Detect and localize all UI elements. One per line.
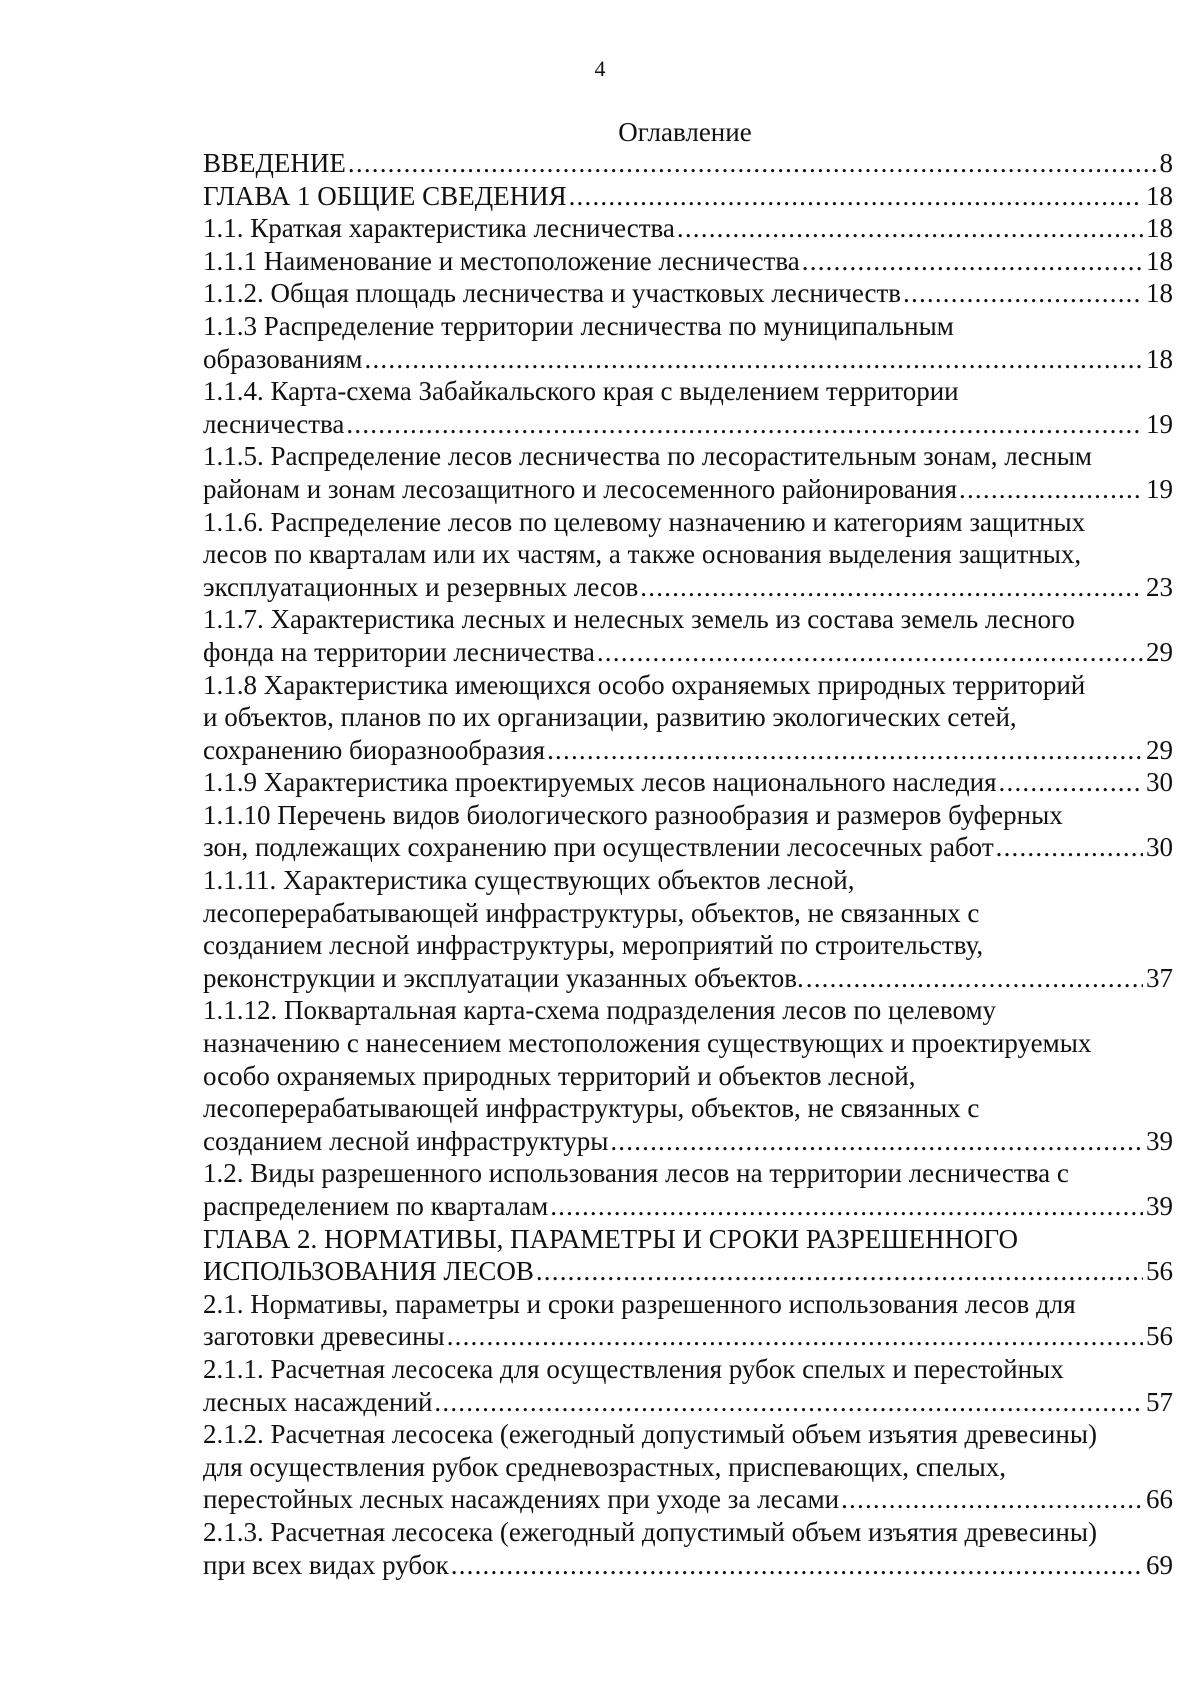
toc-entry-text-line: 2.1.3. Расчетная лесосека (ежегодный допустимый объем изъятия древесины)	[203, 1516, 1097, 1547]
toc-entry-text-line: назначению с нанесением местоположения существующих и проектируемых	[203, 1028, 1092, 1059]
toc-entry-last-line	[203, 473, 1173, 506]
dot-leader	[447, 1320, 1143, 1353]
toc-entry[interactable]	[203, 310, 1173, 375]
toc-entry-text-line: ГЛАВА 2. НОРМАТИВЫ, ПАРАМЕТРЫ И СРОКИ РАЗРЕШЕННОГО	[203, 1223, 1018, 1254]
toc-entry-last-line	[203, 571, 1173, 604]
toc-entry-page-number: 19	[1146, 408, 1173, 439]
toc-entry-text-line: лесоперерабатывающей инфраструктуры, объектов, не связанных с	[203, 897, 980, 928]
toc-entry-text-line: 2.1. Нормативы, параметры и сроки разрешенного использования лесов для	[203, 1288, 1076, 1319]
dot-leader	[451, 1549, 1143, 1582]
toc-entry-text-line: 1.1.6. Распределение лесов по целевому назначению и категориям защитных	[203, 506, 1086, 537]
toc-entry-last-line	[203, 1386, 1173, 1419]
toc-entry-last-line	[203, 1190, 1173, 1223]
toc-entry-last-line	[203, 408, 1173, 441]
toc-entry-text-line: лесоперерабатывающей инфраструктуры, объектов, не связанных с	[203, 1093, 980, 1124]
toc-entry[interactable]	[203, 1223, 1173, 1288]
toc-entry-page-number: 69	[1146, 1549, 1173, 1580]
toc-entry-text-line: 1.1.12. Поквартальная карта-схема подразделения лесов по целевому	[203, 995, 997, 1026]
toc-entry-text-line: созданием лесной инфраструктуры	[203, 1125, 609, 1156]
toc-entry-page-number: 29	[1146, 636, 1173, 667]
dot-leader	[597, 636, 1143, 669]
toc-entry-text-line: 2.1.2. Расчетная лесосека (ежегодный допустимый объем изъятия древесины)	[203, 1419, 1097, 1450]
toc-entry-last-line	[203, 245, 1173, 278]
toc-entry-page-number: 8	[1159, 148, 1173, 178]
toc-entry-last-line	[203, 766, 1173, 799]
toc-entry[interactable]	[203, 1418, 1173, 1516]
toc-entry[interactable]	[203, 440, 1173, 505]
dot-leader	[640, 571, 1143, 604]
toc-entry-text-line: 1.2. Виды разрешенного использования лесов на территории лесничества с	[203, 1158, 1069, 1189]
toc-entry-text-line: 1.1. Краткая характеристика лесничества	[203, 213, 675, 244]
toc-entry-text-line: 1.1.1 Наименование и местоположение лесничества	[203, 245, 800, 276]
toc-entry-text-line: лесничества	[203, 408, 345, 439]
dot-leader	[569, 180, 1143, 213]
toc-entry-text-line: сохранению биоразнообразия	[203, 734, 546, 765]
toc-entry-text-line: ИСПОЛЬЗОВАНИЯ ЛЕСОВ	[203, 1256, 534, 1287]
toc-entry-text-line: при всех видах рубок	[203, 1549, 449, 1580]
toc-entry-page-number: 30	[1146, 767, 1173, 798]
toc-entry-last-line	[203, 343, 1173, 376]
toc-entry-last-line	[203, 1320, 1173, 1353]
toc-entry-last-line	[203, 277, 1173, 310]
toc-entry-text-line: лесов по кварталам или их частям, а также основания выделения защитных,	[203, 539, 1082, 570]
toc-entry-page-number: 18	[1146, 213, 1173, 244]
toc-entry[interactable]	[203, 277, 1173, 310]
dot-leader	[365, 343, 1143, 376]
toc-entry-last-line	[203, 147, 1173, 180]
toc-entry-page-number: 66	[1146, 1484, 1173, 1515]
toc-entry[interactable]	[203, 245, 1173, 278]
toc-entry-text-line: ВВЕДЕНИЕ	[203, 148, 346, 178]
toc-entry-page-number: 39	[1146, 1191, 1173, 1221]
toc-entry-text-line: и объектов, планов по их организации, развитию экологических сетей,	[203, 702, 1017, 733]
toc-entry-text-line: 1.1.11. Характеристика существующих объектов лесной,	[203, 865, 855, 896]
toc-entry[interactable]	[203, 766, 1173, 799]
dot-leader	[806, 962, 1143, 995]
toc-entry-page-number: 56	[1146, 1321, 1173, 1352]
dot-leader	[903, 277, 1143, 310]
toc-entry[interactable]	[203, 994, 1173, 1157]
toc-entry-last-line	[203, 1549, 1173, 1582]
dot-leader	[996, 831, 1143, 864]
toc-entry-last-line	[203, 962, 1173, 995]
toc-entry[interactable]	[203, 799, 1173, 864]
toc-entry-page-number: 18	[1146, 343, 1173, 374]
toc-entry-text-line: перестойных лесных насаждениях при уходе за лесами	[203, 1484, 840, 1515]
dot-leader	[841, 1483, 1143, 1516]
toc-entry[interactable]	[203, 603, 1173, 668]
dot-leader	[959, 473, 1143, 506]
dot-leader	[802, 245, 1143, 278]
toc-entry[interactable]	[203, 375, 1173, 440]
toc-entry-page-number: 18	[1146, 278, 1173, 309]
dot-leader	[346, 408, 1143, 441]
toc-entry[interactable]	[203, 1516, 1173, 1581]
dot-leader	[677, 212, 1143, 245]
dot-leader	[550, 1190, 1143, 1223]
toc-entry-text-line: 1.1.7. Характеристика лесных и нелесных земель из состава земель лесного	[203, 604, 1075, 635]
toc-entry-text-line: 1.1.2. Общая площадь лесничества и участковых лесничеств	[203, 278, 902, 309]
toc-entry-text-line: 1.1.8 Характеристика имеющихся особо охраняемых природных территорий	[203, 669, 1086, 700]
toc-entry-text-line: лесных насаждений	[203, 1386, 433, 1417]
toc-entry-last-line	[203, 1483, 1173, 1516]
toc-entry-page-number: 30	[1146, 832, 1173, 863]
dot-leader	[434, 1386, 1143, 1419]
page-number: 4	[594, 56, 606, 81]
toc-entry[interactable]	[203, 506, 1173, 604]
toc-entry-last-line	[203, 831, 1173, 864]
toc-entry-page-number: 19	[1146, 473, 1173, 504]
toc-entry-text-line: районам и зонам лесозащитного и лесосеменного районирования	[203, 473, 958, 504]
dot-leader	[999, 766, 1143, 799]
dot-leader	[610, 1125, 1143, 1158]
toc-entry[interactable]	[203, 1353, 1173, 1418]
toc-entry-last-line	[203, 734, 1173, 767]
toc-entry-page-number: 56	[1146, 1256, 1173, 1287]
toc-entry[interactable]	[203, 1288, 1173, 1353]
toc-entry-page-number: 18	[1146, 245, 1173, 276]
toc-entry-text-line: эксплуатационных и резервных лесов	[203, 571, 639, 602]
toc-entry-page-number: 57	[1146, 1386, 1173, 1417]
toc-entry[interactable]	[203, 864, 1173, 994]
toc-entry[interactable]	[203, 180, 1173, 213]
table-of-contents	[203, 147, 1173, 1581]
toc-entry-text-line: заготовки древесины	[203, 1321, 445, 1352]
toc-entry-text-line: распределением по кварталам	[203, 1191, 549, 1221]
toc-entry[interactable]	[203, 1157, 1173, 1222]
toc-entry-text-line: фонда на территории лесничества	[203, 636, 595, 667]
toc-entry[interactable]	[203, 147, 1173, 180]
toc-entry-text-line: особо охраняемых природных территорий и объектов лесной,	[203, 1060, 916, 1091]
toc-entry-text-line: 1.1.5. Распределение лесов лесничества по лесорастительным зонам, лесным	[203, 441, 1092, 472]
dot-leader	[536, 1255, 1143, 1288]
dot-leader	[348, 147, 1157, 180]
toc-entry-text-line: ГЛАВА 1 ОБЩИЕ СВЕДЕНИЯ	[203, 180, 567, 211]
toc-entry[interactable]	[203, 669, 1173, 767]
toc-entry-page-number: 18	[1146, 180, 1173, 211]
toc-entry-last-line	[203, 636, 1173, 669]
toc-entry-text-line: 1.1.10 Перечень видов биологического разнообразия и размеров буферных	[203, 799, 1063, 830]
toc-entry-last-line	[203, 1125, 1173, 1158]
toc-entry-page-number: 23	[1146, 571, 1173, 602]
toc-entry-text-line: 2.1.1. Расчетная лесосека для осуществления рубок спелых и перестойных	[203, 1353, 1064, 1384]
toc-entry-text-line: созданием лесной инфраструктуры, мероприятий по строительству,	[203, 930, 984, 961]
toc-entry-page-number: 37	[1146, 962, 1173, 993]
toc-entry-text-line: зон, подлежащих сохранению при осуществлении лесосечных работ	[203, 832, 994, 863]
toc-entry-text-line: реконструкции и эксплуатации указанных объектов.	[203, 962, 804, 993]
toc-entry-text-line: 1.1.3 Распределение территории лесничества по муниципальным	[203, 310, 954, 341]
toc-entry-last-line	[203, 212, 1173, 245]
toc-entry-page-number: 29	[1146, 734, 1173, 765]
toc-entry-text-line: 1.1.4. Карта-схема Забайкальского края с выделением территории	[203, 376, 959, 407]
toc-entry[interactable]	[203, 212, 1173, 245]
toc-title: Оглавление	[618, 117, 752, 147]
toc-entry-last-line	[203, 180, 1173, 213]
toc-entry-text-line: образованиям	[203, 343, 363, 374]
toc-entry-page-number: 39	[1146, 1125, 1173, 1156]
toc-entry-last-line	[203, 1255, 1173, 1288]
toc-entry-text-line: 1.1.9 Характеристика проектируемых лесов национального наследия	[203, 767, 997, 798]
dot-leader	[547, 734, 1143, 767]
toc-entry-text-line: для осуществления рубок средневозрастных, приспевающих, спелых,	[203, 1451, 1006, 1482]
